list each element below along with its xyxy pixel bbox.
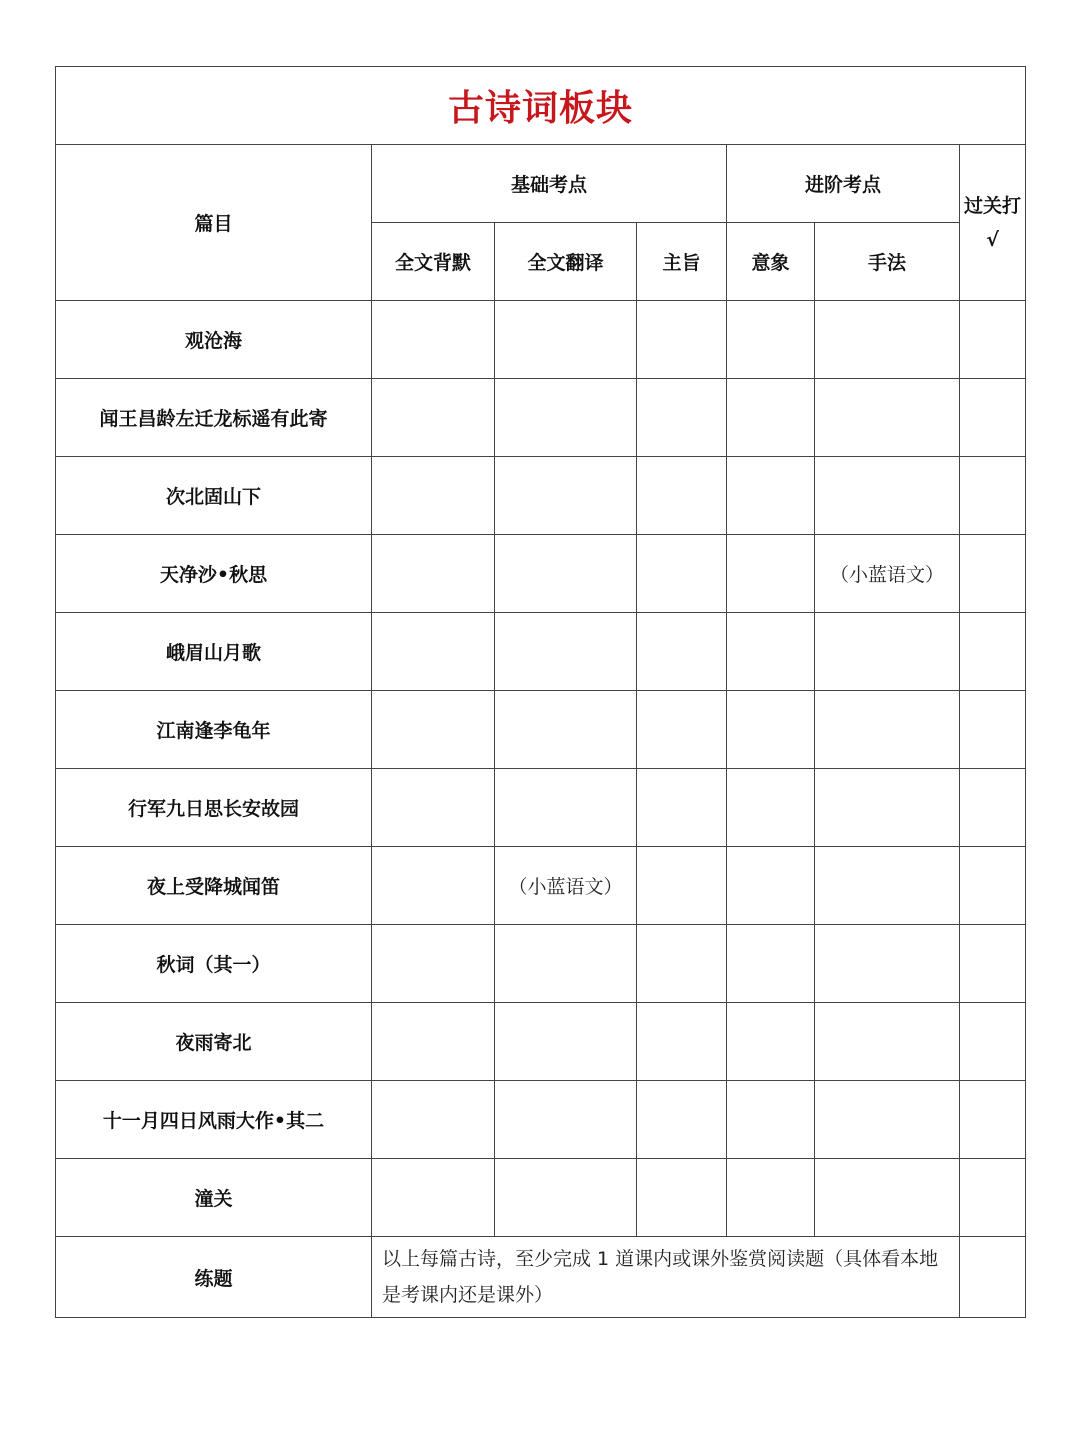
cell-translate[interactable] [495, 1081, 637, 1159]
cell-theme[interactable] [637, 1159, 727, 1237]
cell-theme[interactable] [637, 301, 727, 379]
table-row [56, 301, 1026, 379]
header-pass-label: 过关打√ [964, 194, 1022, 251]
cell-technique[interactable] [815, 847, 960, 925]
cell-pass-check[interactable] [960, 1081, 1026, 1159]
cell-translate[interactable] [495, 379, 637, 457]
cell-recite[interactable] [372, 1159, 495, 1237]
cell-technique[interactable] [815, 1159, 960, 1237]
cell-pass-check[interactable] [960, 613, 1026, 691]
cell-theme[interactable] [637, 613, 727, 691]
cell-pass-check[interactable] [960, 379, 1026, 457]
poem-title: 江南逢李龟年 [56, 691, 372, 769]
table-row [56, 691, 1026, 769]
cell-recite[interactable] [372, 925, 495, 1003]
cell-imagery[interactable] [727, 379, 815, 457]
cell-theme[interactable] [637, 691, 727, 769]
cell-recite[interactable] [372, 535, 495, 613]
cell-recite[interactable] [372, 847, 495, 925]
header-imagery: 意象 [727, 223, 815, 301]
cell-imagery[interactable] [727, 691, 815, 769]
cell-imagery[interactable] [727, 925, 815, 1003]
table-row [56, 613, 1026, 691]
cell-translate[interactable] [495, 1159, 637, 1237]
cell-imagery[interactable] [727, 1159, 815, 1237]
cell-imagery[interactable] [727, 535, 815, 613]
table-row [56, 925, 1026, 1003]
cell-translate[interactable] [495, 1003, 637, 1081]
cell-pass-check[interactable] [960, 1237, 1026, 1318]
poem-title: 潼关 [56, 1159, 372, 1237]
page-title: 古诗词板块 [448, 88, 634, 129]
header-technique: 手法 [815, 223, 960, 301]
poem-title: 夜上受降城闻笛 [56, 847, 372, 925]
cell-technique[interactable] [815, 691, 960, 769]
cell-technique[interactable] [815, 1081, 960, 1159]
header-row-groups [56, 145, 1026, 223]
cell-imagery[interactable] [727, 613, 815, 691]
table-row [56, 457, 1026, 535]
cell-pass-check[interactable] [960, 847, 1026, 925]
exercise-label: 练题 [56, 1237, 372, 1318]
header-pass-check [960, 145, 1026, 301]
poem-title: 天净沙•秋思 [56, 535, 372, 613]
header-translate: 全文翻译 [495, 223, 637, 301]
cell-technique[interactable] [815, 769, 960, 847]
table-row [56, 1081, 1026, 1159]
header-group-advanced: 进阶考点 [727, 145, 960, 223]
cell-translate[interactable] [495, 769, 637, 847]
cell-technique[interactable] [815, 613, 960, 691]
cell-imagery[interactable] [727, 769, 815, 847]
cell-technique[interactable]: （小蓝语文） [815, 535, 960, 613]
cell-technique[interactable] [815, 457, 960, 535]
table-row [56, 1159, 1026, 1237]
exercise-row [56, 1237, 1026, 1318]
cell-theme[interactable] [637, 925, 727, 1003]
cell-recite[interactable] [372, 457, 495, 535]
poem-title: 闻王昌龄左迁龙标遥有此寄 [56, 379, 372, 457]
poem-title: 十一月四日风雨大作•其二 [56, 1081, 372, 1159]
cell-translate[interactable] [495, 457, 637, 535]
cell-theme[interactable] [637, 1003, 727, 1081]
cell-translate[interactable]: （小蓝语文） [495, 847, 637, 925]
header-recite: 全文背默 [372, 223, 495, 301]
cell-translate[interactable] [495, 691, 637, 769]
cell-theme[interactable] [637, 769, 727, 847]
cell-recite[interactable] [372, 1003, 495, 1081]
cell-recite[interactable] [372, 1081, 495, 1159]
cell-pass-check[interactable] [960, 535, 1026, 613]
table-row [56, 535, 1026, 613]
cell-theme[interactable] [637, 379, 727, 457]
cell-recite[interactable] [372, 769, 495, 847]
cell-pass-check[interactable] [960, 301, 1026, 379]
cell-pass-check[interactable] [960, 1159, 1026, 1237]
poem-title: 峨眉山月歌 [56, 613, 372, 691]
table-row [56, 847, 1026, 925]
header-theme: 主旨 [637, 223, 727, 301]
cell-theme[interactable] [637, 1081, 727, 1159]
cell-recite[interactable] [372, 301, 495, 379]
header-group-basic: 基础考点 [372, 145, 727, 223]
cell-technique[interactable] [815, 925, 960, 1003]
poetry-checklist-table [55, 66, 1026, 1318]
cell-imagery[interactable] [727, 457, 815, 535]
cell-theme[interactable] [637, 847, 727, 925]
poem-title: 秋词（其一） [56, 925, 372, 1003]
cell-theme[interactable] [637, 535, 727, 613]
cell-imagery[interactable] [727, 301, 815, 379]
cell-pass-check[interactable] [960, 769, 1026, 847]
cell-technique[interactable] [815, 379, 960, 457]
title-cell [56, 67, 1026, 145]
cell-translate[interactable] [495, 301, 637, 379]
cell-imagery[interactable] [727, 1081, 815, 1159]
exercise-instruction: 以上每篇古诗，至少完成 1 道课内或课外鉴赏阅读题（具体看本地是考课内还是课外） [372, 1237, 960, 1318]
title-row [56, 67, 1026, 145]
header-poem-title: 篇目 [56, 145, 372, 301]
cell-recite[interactable] [372, 379, 495, 457]
table-row [56, 769, 1026, 847]
cell-imagery[interactable] [727, 847, 815, 925]
poem-title: 夜雨寄北 [56, 1003, 372, 1081]
cell-translate[interactable] [495, 925, 637, 1003]
poem-title: 行军九日思长安故园 [56, 769, 372, 847]
cell-recite[interactable] [372, 691, 495, 769]
cell-pass-check[interactable] [960, 457, 1026, 535]
cell-technique[interactable] [815, 301, 960, 379]
table-row [56, 379, 1026, 457]
table-row [56, 1003, 1026, 1081]
cell-translate[interactable] [495, 613, 637, 691]
cell-pass-check[interactable] [960, 691, 1026, 769]
cell-pass-check[interactable] [960, 925, 1026, 1003]
poem-title: 次北固山下 [56, 457, 372, 535]
cell-imagery[interactable] [727, 1003, 815, 1081]
cell-pass-check[interactable] [960, 1003, 1026, 1081]
cell-technique[interactable] [815, 1003, 960, 1081]
poem-title: 观沧海 [56, 301, 372, 379]
cell-recite[interactable] [372, 613, 495, 691]
cell-translate[interactable] [495, 535, 637, 613]
cell-theme[interactable] [637, 457, 727, 535]
